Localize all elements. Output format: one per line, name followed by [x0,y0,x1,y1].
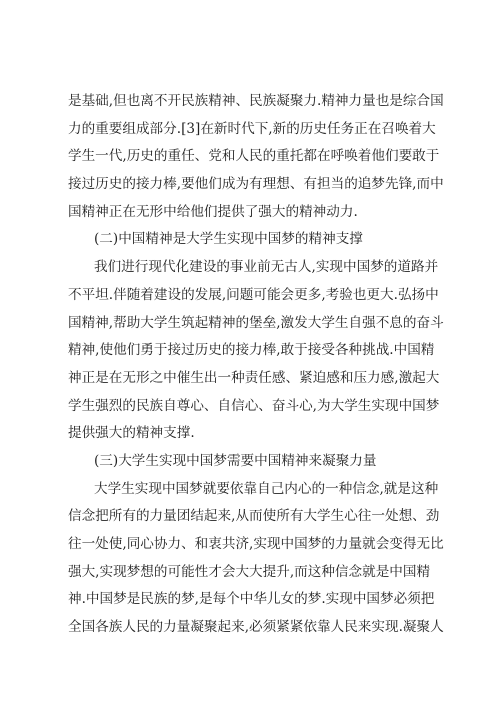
text-line: 神.中国梦是民族的梦,是每个中华儿女的梦.实现中国梦必须把 [68,591,435,608]
text-line: 往一处使,同心协力、和衷共济,实现中国梦的力量就会变得无比 [68,536,444,552]
section-heading: (三)大学生实现中国梦需要中国精神来凝聚力量 [94,452,377,469]
text-line: 学生一代,历史的重任、党和人民的重托都在呼唤着他们要敢于 [68,148,440,165]
text-line: 我们进行现代化建设的事业前无古人,实现中国梦的道路并 [94,259,439,276]
text-line: 接过历史的接力棒,要他们成为有理想、有担当的追梦先锋,而中 [68,176,444,193]
text-line: 不平坦.伴随着建设的发展,问题可能会更多,考验也更大.弘扬中 [68,286,439,303]
section-heading: (二)中国精神是大学生实现中国梦的精神支撑 [94,231,363,248]
text-line: 信念把所有的力量团结起来,从而使所有大学生心往一处想、劲 [68,508,440,525]
text-line: 全国各族人民的力量凝聚起来,必须紧紧依靠人民来实现.凝聚人 [68,619,444,636]
text-line: 神正是在无形之中催生出一种责任感、紧迫感和压力感,激起大 [68,369,440,386]
text-line: 精神,使他们勇于接过历史的接力棒,敢于接受各种挑战.中国精 [68,342,435,359]
text-line: 学生强烈的民族自尊心、自信心、奋斗心,为大学生实现中国梦 [68,397,440,414]
text-line: 强大,实现梦想的可能性才会大大提升,而这种信念就是中国精 [68,563,431,580]
text-line: 是基础,但也离不开民族精神、民族凝聚力.精神力量也是综合国 [68,93,444,109]
text-line: 国精神正在无形中给他们提供了强大的精神动力. [68,203,358,220]
text-line: 大学生实现中国梦就要依靠自己内心的一种信念,就是这种 [94,480,439,497]
body-text [68,88,444,642]
text-line: 提供强大的精神支撑. [68,425,195,442]
text-line: 力的重要组成部分.[3]在新时代下,新的历史任务正在召唤着大 [68,120,436,137]
text-line: 国精神,帮助大学生筑起精神的堡垒,激发大学生自强不息的奋斗 [68,314,444,331]
